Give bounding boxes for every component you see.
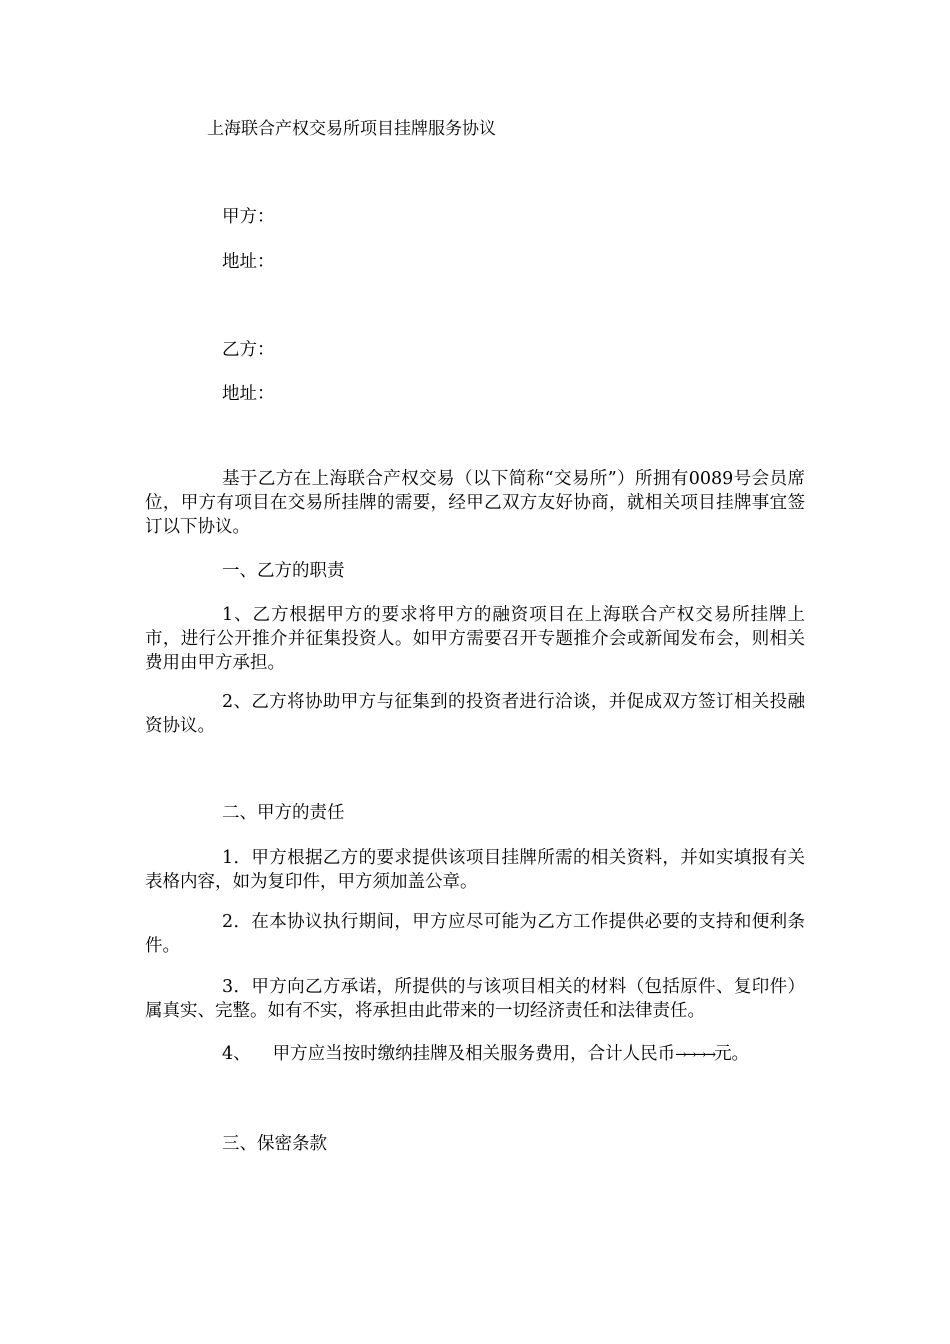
section-1-item-2: 2、乙方将协助甲方与征集到的投资者进行洽谈，并促成双方签订相关投融资协议。 <box>145 692 805 736</box>
item-4-amount-blank: →→→→ <box>675 1047 715 1063</box>
item-4-text: 甲方应当按时缴纳挂牌及相关服务费用，合计人民币 <box>272 1044 676 1064</box>
party-a-address: 地址： <box>222 252 275 272</box>
party-b-address: 地址： <box>222 384 275 404</box>
item-4-unit: 元。 <box>714 1044 750 1064</box>
section-2-item-2: 2．在本协议执行期间，甲方应尽可能为乙方工作提供必要的支持和便利条件。 <box>145 912 805 956</box>
section-2-heading: 二、甲方的责任 <box>222 803 345 823</box>
item-4-number: 4、 <box>222 1044 251 1064</box>
section-2-item-1: 1．甲方根据乙方的要求提供该项目挂牌所需的相关资料，并如实填报有关表格内容，如为复印件，甲方须加盖公章。 <box>145 848 805 892</box>
preamble-paragraph: 基于乙方在上海联合产权交易（以下简称“交易所”）所拥有0089号会员席位，甲方有项目在交易所挂牌的需要，经甲乙双方友好协商，就相关项目挂牌事宜签订以下协议。 <box>145 469 805 537</box>
document-title: 上海联合产权交易所项目挂牌服务协议 <box>207 119 496 139</box>
party-a-label: 甲方： <box>222 207 275 227</box>
party-b-label: 乙方： <box>222 340 275 360</box>
section-1-item-1: 1、乙方根据甲方的要求将甲方的融资项目在上海联合产权交易所挂牌上市，进行公开推介并征集投资人。如甲方需要召开专题推介会或新闻发布会，则相关费用由甲方承担。 <box>145 605 805 673</box>
section-1-heading: 一、乙方的职责 <box>222 561 345 581</box>
section-2-item-4 <box>222 1043 749 1066</box>
section-3-heading: 三、保密条款 <box>222 1134 327 1154</box>
section-2-item-3: 3．甲方向乙方承诺，所提供的与该项目相关的材料（包括原件、复印件）属真实、完整。如有不实，将承担由此带来的一切经济责任和法律责任。 <box>145 977 805 1021</box>
